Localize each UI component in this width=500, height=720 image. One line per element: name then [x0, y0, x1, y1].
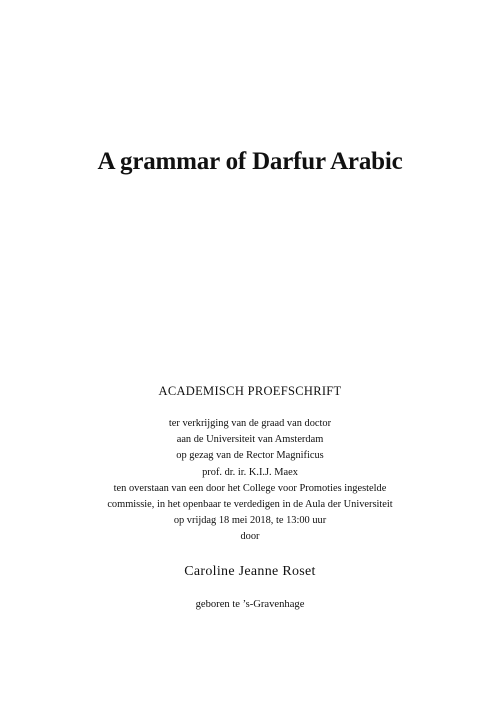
degree-line: ter verkrijging van de graad van doctor	[168, 418, 332, 429]
degree-line: aan de Universiteit van Amsterdam	[176, 434, 324, 446]
degree-line: op vrijdag 18 mei 2018, te 13:00 uur	[173, 515, 327, 527]
birthplace: geboren te ’s-Gravenhage	[195, 599, 305, 610]
degree-statement	[0, 416, 500, 546]
document-type: ACADEMISCH PROEFSCHRIFT	[158, 384, 342, 398]
degree-line: commissie, in het openbaar te verdedigen in de Aula der Universiteit	[107, 499, 393, 511]
thesis-title: A grammar of Darfur Arabic	[97, 148, 403, 175]
degree-line: op gezag van de Rector Magnificus	[176, 450, 324, 462]
author-name: Caroline Jeanne Roset	[184, 564, 316, 579]
degree-line: ten overstaan van een door het College voor Promoties ingestelde	[113, 482, 387, 494]
degree-line: prof. dr. ir. K.I.J. Maex	[202, 466, 298, 478]
degree-line: door	[240, 531, 260, 543]
